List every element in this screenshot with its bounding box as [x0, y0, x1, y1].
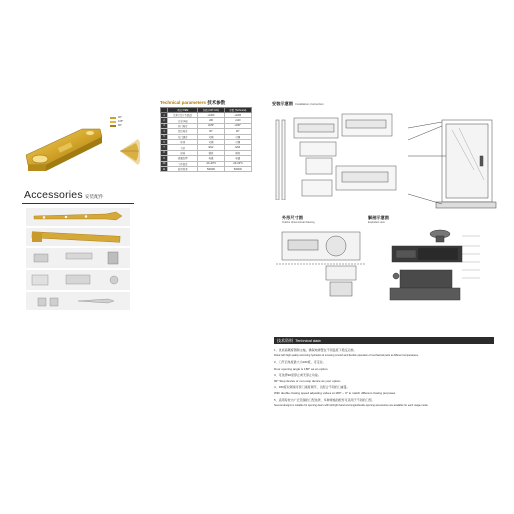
- table-cell: 11: [161, 166, 168, 171]
- divider: [22, 203, 134, 204]
- table-cell: 500000: [198, 166, 224, 171]
- table-row: [161, 166, 252, 171]
- table-cell: 可调: [224, 139, 251, 144]
- table-cell: ≤1000: [198, 113, 224, 118]
- table-cell: ≤120: [224, 118, 251, 123]
- table-cell: 9: [161, 156, 168, 161]
- color-legend: [110, 116, 123, 128]
- tech-params-table: [160, 107, 252, 172]
- table-cell: -20~60°C: [198, 161, 224, 166]
- installation-diagram: [272, 110, 402, 200]
- table-cell: 铸铁: [224, 150, 251, 155]
- accessory-caps-image: [26, 270, 130, 290]
- table-cell: ≤1200: [224, 113, 251, 118]
- legend-label: 90°: [118, 116, 122, 119]
- tech-params-title: Technical parameters 技术参数: [160, 100, 226, 105]
- door-diagram: [404, 110, 504, 210]
- exploded-subtitle: Exploded view: [368, 221, 385, 224]
- table-cell: 6: [161, 139, 168, 144]
- table-cell: ≤80: [198, 118, 224, 123]
- tech-data-line: With double closing speed adjusting valves at 180° ~ 0° to match different closing purposes.: [274, 391, 396, 396]
- accessory-bar-image: [26, 228, 130, 246]
- table-cell: 可调: [224, 134, 251, 139]
- table-header: 参数 (AFT-101): [198, 108, 224, 113]
- accessory-arm-image: [26, 208, 130, 226]
- outline-dimension-drawing: [276, 226, 366, 306]
- accessory-brackets-image: [26, 248, 130, 268]
- table-cell: 适用门宽 (不超过): [168, 113, 198, 118]
- tech-data-line: 3、可选择90度停止或无停止功能。: [274, 372, 322, 377]
- table-cell: 5: [161, 134, 168, 139]
- legend-label: 105°: [118, 120, 124, 123]
- table-cell: EN3: [224, 145, 251, 150]
- table-cell: 力度: [168, 145, 198, 150]
- table-cell: EN2: [198, 145, 224, 150]
- technical-data-text: [274, 347, 500, 409]
- accessory-pivots-image: [26, 292, 130, 310]
- table-cell: 3: [161, 123, 168, 128]
- tech-data-line: Fitted with high quality anti-rising hydraulic oil ensuring smooth and flexible operation of mechanical parts at different temperatures.: [274, 354, 419, 358]
- table-cell: 铸铁: [198, 150, 224, 155]
- table-cell: 4: [161, 129, 168, 134]
- tech-data-line: 4、180度双调速可使门速度调节，以配合不同的门重量。: [274, 385, 350, 390]
- table-cell: ≤180°: [198, 123, 224, 128]
- table-cell: 材质: [168, 150, 198, 155]
- exploded-view-drawing: [370, 226, 500, 306]
- table-cell: -20~60°C: [224, 161, 251, 166]
- table-cell: 电镀: [224, 156, 251, 161]
- legend-label: 90°: [118, 124, 122, 127]
- table-cell: 工作温度: [168, 161, 198, 166]
- table-cell: 7: [161, 145, 168, 150]
- table-cell: 90°: [224, 129, 251, 134]
- table-cell: 门重 (kg): [168, 118, 198, 123]
- legend-item: [110, 124, 123, 128]
- table-cell: 500000: [224, 166, 251, 171]
- table-cell: 定位角度: [168, 129, 198, 134]
- table-cell: 可调: [198, 134, 224, 139]
- table-cell: 缓冲: [168, 139, 198, 144]
- table-header: 参数 (Technical): [224, 108, 251, 113]
- tech-data-line: 2、门开启角度最大为180度，可定位。: [274, 360, 326, 365]
- outline-subtitle: Outline dimensional drawing: [282, 221, 315, 224]
- table-cell: 2: [161, 118, 168, 123]
- table-cell: 1: [161, 113, 168, 118]
- tech-data-line: Door opening angle is 180° as an option.: [274, 366, 329, 371]
- outline-title: 外形尺寸图: [282, 215, 303, 220]
- tech-data-line: Several designs is suitable for opening doors with left/right hand and single/double-opening accessories are available for each usage mode.: [274, 403, 429, 407]
- table-cell: 10: [161, 161, 168, 166]
- installation-title: 安装示意图 Installation instruction: [272, 101, 324, 106]
- tech-data-line: 90° Stop device or non-stop device as your option.: [274, 379, 342, 384]
- tech-data-line: 1、优质高硬度钢制主轴，确保地弹簧在不同温度下稳定运转。: [274, 348, 357, 352]
- accessories-title: Accessories 安装配件: [24, 189, 104, 201]
- technical-data-header: 技术资料 Technical data: [274, 337, 494, 344]
- table-header: 项目 ITEM: [168, 108, 198, 113]
- exploded-title: 解剖示意图: [368, 215, 389, 220]
- table-cell: 90°: [198, 129, 224, 134]
- table-cell: 开门角度: [168, 123, 198, 128]
- table-cell: 可调: [198, 139, 224, 144]
- table-cell: 关门速度: [168, 134, 198, 139]
- table-cell: 使用寿命: [168, 166, 198, 171]
- table-cell: 8: [161, 150, 168, 155]
- tech-data-line: 5、适用有较为广泛范围的门型选择，多种规格的配件可适用于不同的门型。: [274, 397, 375, 402]
- table-cell: 电镀: [198, 156, 224, 161]
- table-cell: ≤180°: [224, 123, 251, 128]
- table-cell: 表面处理: [168, 156, 198, 161]
